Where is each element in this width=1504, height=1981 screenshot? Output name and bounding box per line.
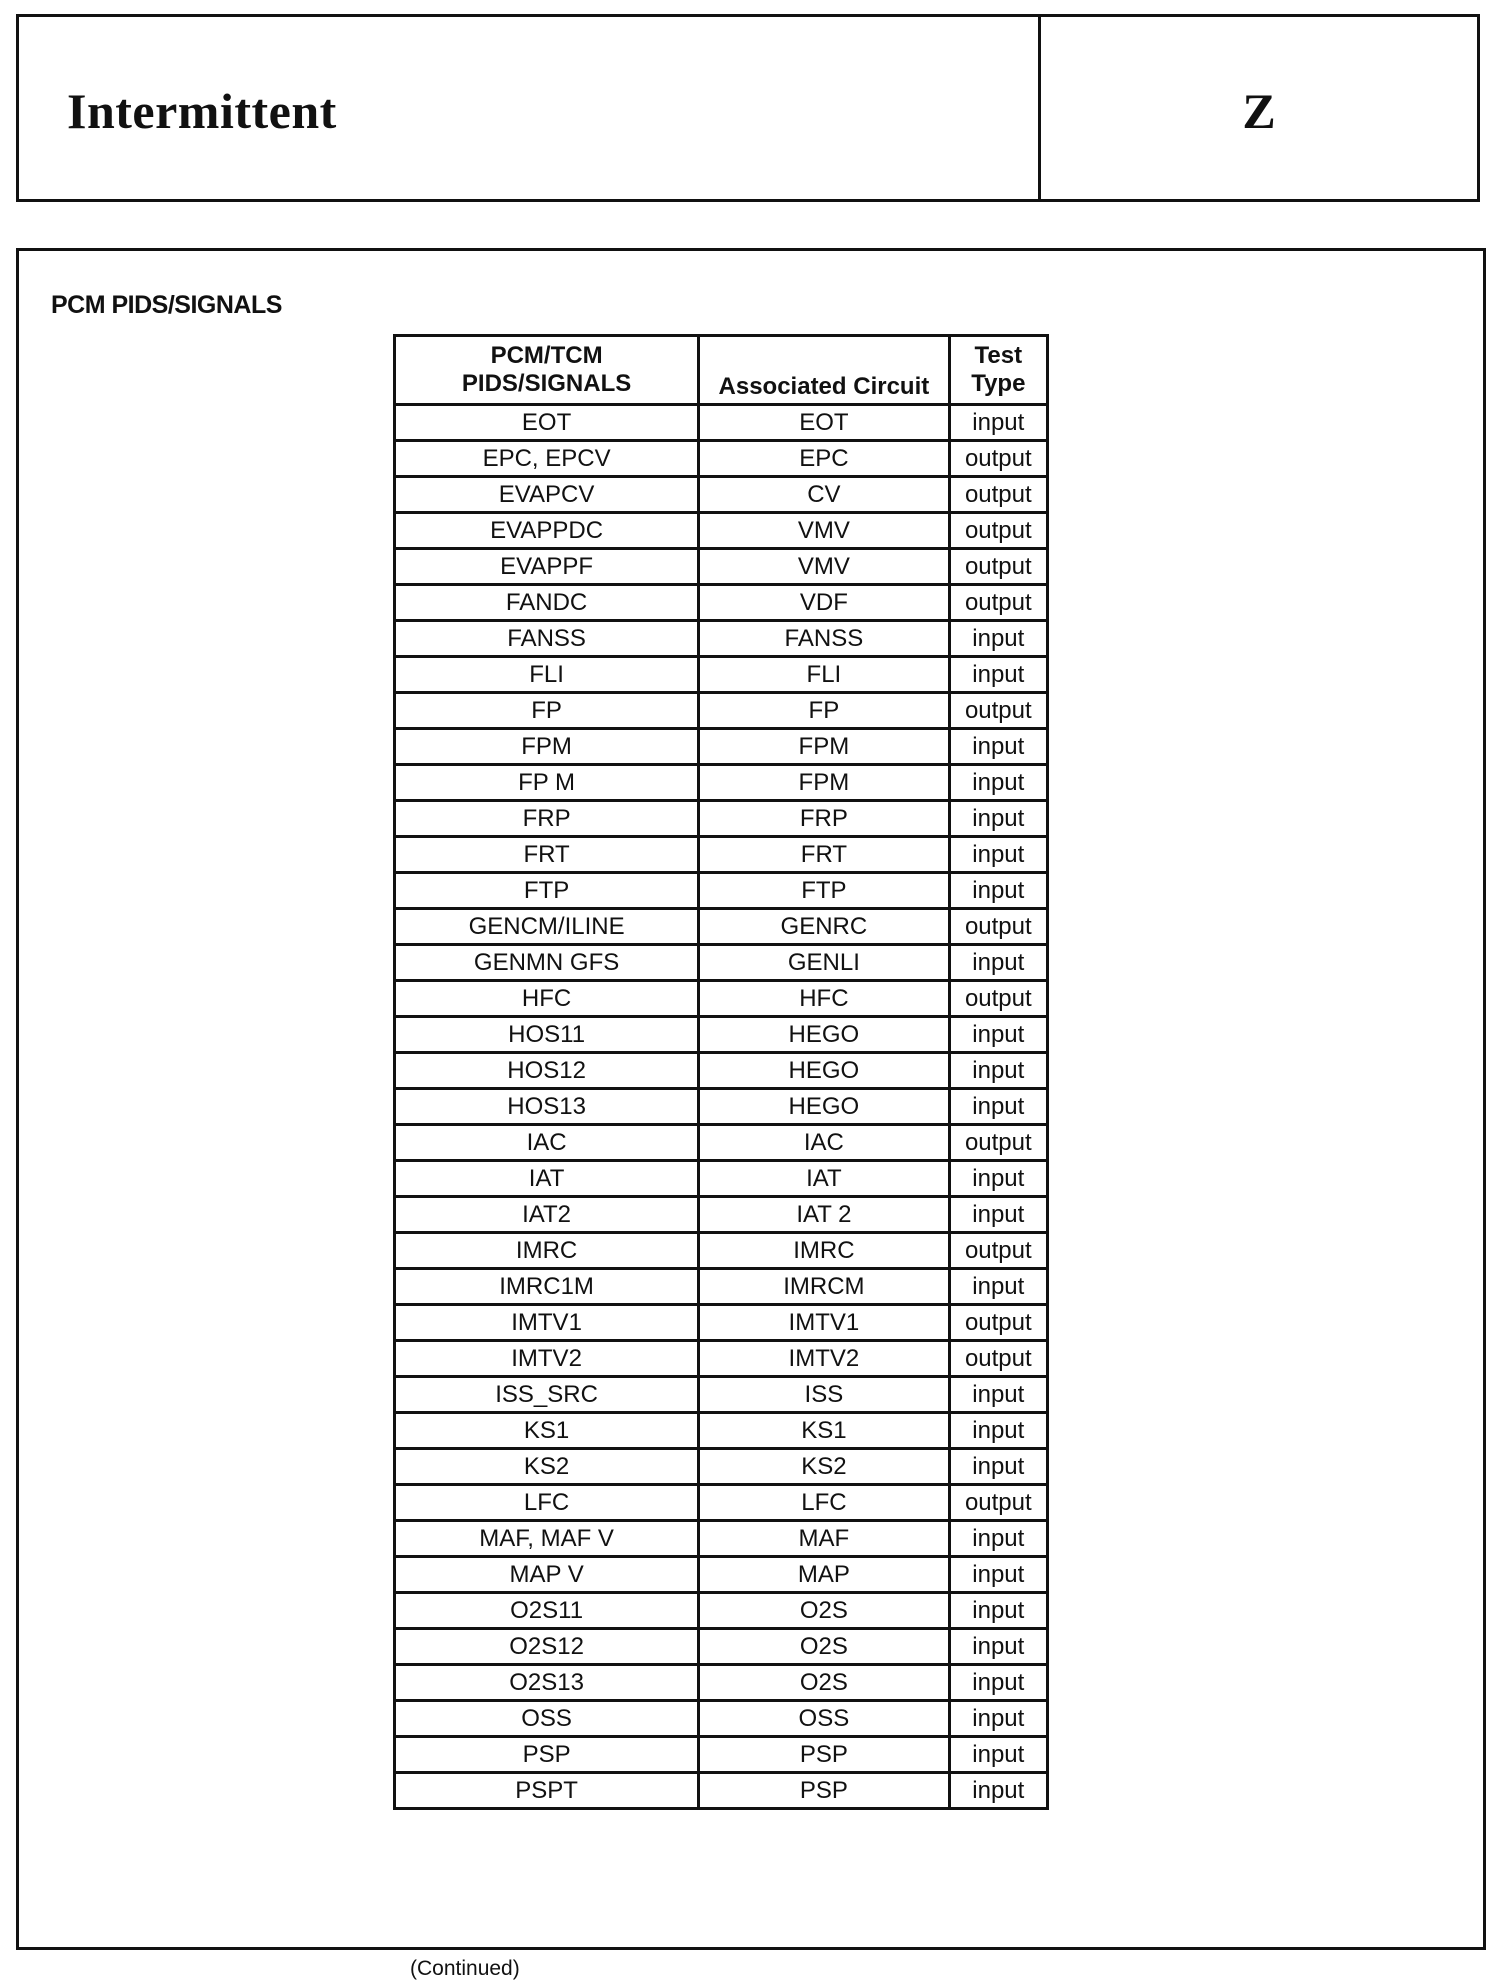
test-type-cell: input xyxy=(949,765,1047,801)
pid-signal-cell: HOS12 xyxy=(395,1053,699,1089)
header-pids-signals xyxy=(395,336,699,405)
pid-signal-cell: EOT xyxy=(395,405,699,441)
test-type-cell: output xyxy=(949,549,1047,585)
header-title-cell xyxy=(19,17,1041,199)
header-associated-circuit: Associated Circuit xyxy=(699,336,949,405)
content-panel xyxy=(16,248,1486,1980)
pid-signal-cell: EVAPCV xyxy=(395,477,699,513)
table-row xyxy=(395,837,1048,873)
associated-circuit-cell: GENLI xyxy=(699,945,949,981)
table-row xyxy=(395,1305,1048,1341)
test-type-cell: output xyxy=(949,477,1047,513)
table-row xyxy=(395,405,1048,441)
table-row xyxy=(395,1593,1048,1629)
associated-circuit-cell: IMRC xyxy=(699,1233,949,1269)
test-type-cell: output xyxy=(949,909,1047,945)
test-type-cell: input xyxy=(949,1557,1047,1593)
test-type-cell: input xyxy=(949,945,1047,981)
pid-signal-cell: KS1 xyxy=(395,1413,699,1449)
table-row xyxy=(395,1089,1048,1125)
section-title: PCM PIDS/SIGNALS xyxy=(51,291,282,319)
pid-signal-cell: IMTV2 xyxy=(395,1341,699,1377)
associated-circuit-cell: IAC xyxy=(699,1125,949,1161)
pid-signal-cell: FANSS xyxy=(395,621,699,657)
associated-circuit-cell: GENRC xyxy=(699,909,949,945)
test-type-cell: input xyxy=(949,1773,1047,1809)
associated-circuit-cell: O2S xyxy=(699,1665,949,1701)
associated-circuit-cell: PSP xyxy=(699,1737,949,1773)
pid-signal-cell: EPC, EPCV xyxy=(395,441,699,477)
table-row xyxy=(395,1269,1048,1305)
pid-signal-cell: FRT xyxy=(395,837,699,873)
test-type-cell: input xyxy=(949,405,1047,441)
associated-circuit-cell: OSS xyxy=(699,1701,949,1737)
associated-circuit-cell: FRP xyxy=(699,801,949,837)
test-type-cell: input xyxy=(949,1269,1047,1305)
associated-circuit-cell: EOT xyxy=(699,405,949,441)
pid-signal-cell: MAF, MAF V xyxy=(395,1521,699,1557)
pid-signal-cell: GENMN GFS xyxy=(395,945,699,981)
table-row xyxy=(395,1521,1048,1557)
table-row xyxy=(395,1557,1048,1593)
table-row xyxy=(395,1737,1048,1773)
test-type-cell: input xyxy=(949,1413,1047,1449)
associated-circuit-cell: FTP xyxy=(699,873,949,909)
pid-signal-cell: HFC xyxy=(395,981,699,1017)
pid-signal-cell: IAC xyxy=(395,1125,699,1161)
test-type-cell: input xyxy=(949,1701,1047,1737)
pids-table xyxy=(393,334,1049,1810)
pid-signal-cell: FTP xyxy=(395,873,699,909)
pid-signal-cell: O2S12 xyxy=(395,1629,699,1665)
associated-circuit-cell: MAF xyxy=(699,1521,949,1557)
test-type-cell: input xyxy=(949,1449,1047,1485)
table-row xyxy=(395,693,1048,729)
test-type-cell: output xyxy=(949,441,1047,477)
associated-circuit-cell: FP xyxy=(699,693,949,729)
associated-circuit-cell: IAT xyxy=(699,1161,949,1197)
pid-signal-cell: ISS_SRC xyxy=(395,1377,699,1413)
associated-circuit-cell: FLI xyxy=(699,657,949,693)
associated-circuit-cell: CV xyxy=(699,477,949,513)
header-test-line1: Test xyxy=(974,342,1023,369)
test-type-cell: input xyxy=(949,1017,1047,1053)
header-pids-line2: PIDS/SIGNALS xyxy=(461,370,632,397)
pid-signal-cell: HOS11 xyxy=(395,1017,699,1053)
associated-circuit-cell: VMV xyxy=(699,513,949,549)
table-body xyxy=(395,405,1048,1809)
test-type-cell: output xyxy=(949,1341,1047,1377)
pid-signal-cell: PSPT xyxy=(395,1773,699,1809)
associated-circuit-cell: HEGO xyxy=(699,1017,949,1053)
test-type-cell: input xyxy=(949,1377,1047,1413)
associated-circuit-cell: HFC xyxy=(699,981,949,1017)
test-type-cell: input xyxy=(949,729,1047,765)
pid-signal-cell: LFC xyxy=(395,1485,699,1521)
test-type-cell: input xyxy=(949,873,1047,909)
section-letter: Z xyxy=(1242,83,1276,139)
table-row xyxy=(395,1485,1048,1521)
pid-signal-cell: KS2 xyxy=(395,1449,699,1485)
table-row xyxy=(395,729,1048,765)
associated-circuit-cell: IMTV2 xyxy=(699,1341,949,1377)
page-header xyxy=(16,14,1480,202)
test-type-cell: input xyxy=(949,621,1047,657)
associated-circuit-cell: VMV xyxy=(699,549,949,585)
pid-signal-cell: O2S11 xyxy=(395,1593,699,1629)
table-row xyxy=(395,1773,1048,1809)
table-row xyxy=(395,1161,1048,1197)
header-test-type xyxy=(949,336,1047,405)
test-type-cell: output xyxy=(949,1485,1047,1521)
associated-circuit-cell: FANSS xyxy=(699,621,949,657)
table-row xyxy=(395,1233,1048,1269)
pid-signal-cell: FPM xyxy=(395,729,699,765)
associated-circuit-cell: IMTV1 xyxy=(699,1305,949,1341)
table-row xyxy=(395,1377,1048,1413)
associated-circuit-cell: EPC xyxy=(699,441,949,477)
table-row xyxy=(395,1665,1048,1701)
associated-circuit-cell: O2S xyxy=(699,1593,949,1629)
test-type-cell: output xyxy=(949,1305,1047,1341)
table-row xyxy=(395,1125,1048,1161)
test-type-cell: input xyxy=(949,1197,1047,1233)
associated-circuit-cell: KS2 xyxy=(699,1449,949,1485)
test-type-cell: input xyxy=(949,657,1047,693)
table-row xyxy=(395,801,1048,837)
table-row xyxy=(395,513,1048,549)
table-row xyxy=(395,1017,1048,1053)
associated-circuit-cell: HEGO xyxy=(699,1089,949,1125)
associated-circuit-cell: FRT xyxy=(699,837,949,873)
test-type-cell: input xyxy=(949,1089,1047,1125)
test-type-cell: output xyxy=(949,981,1047,1017)
pid-signal-cell: FP xyxy=(395,693,699,729)
table-row xyxy=(395,1701,1048,1737)
test-type-cell: output xyxy=(949,1233,1047,1269)
table-row xyxy=(395,981,1048,1017)
header-letter-cell xyxy=(1041,17,1477,199)
pid-signal-cell: MAP V xyxy=(395,1557,699,1593)
table-row xyxy=(395,477,1048,513)
test-type-cell: input xyxy=(949,1737,1047,1773)
table-row xyxy=(395,945,1048,981)
page-title: Intermittent xyxy=(67,83,337,139)
pid-signal-cell: GENCM/ILINE xyxy=(395,909,699,945)
table-header-row xyxy=(395,336,1048,405)
test-type-cell: input xyxy=(949,801,1047,837)
associated-circuit-cell: VDF xyxy=(699,585,949,621)
table-row xyxy=(395,441,1048,477)
table-row xyxy=(395,1449,1048,1485)
test-type-cell: output xyxy=(949,1125,1047,1161)
table-row xyxy=(395,1413,1048,1449)
associated-circuit-cell: O2S xyxy=(699,1629,949,1665)
test-type-cell: input xyxy=(949,1593,1047,1629)
pid-signal-cell: FP M xyxy=(395,765,699,801)
table-row xyxy=(395,585,1048,621)
associated-circuit-cell: PSP xyxy=(699,1773,949,1809)
test-type-cell: input xyxy=(949,1053,1047,1089)
header-pids-line1: PCM/TCM xyxy=(490,342,603,369)
table-row xyxy=(395,549,1048,585)
pid-signal-cell: FLI xyxy=(395,657,699,693)
table-row xyxy=(395,1053,1048,1089)
associated-circuit-cell: LFC xyxy=(699,1485,949,1521)
pid-signal-cell: FRP xyxy=(395,801,699,837)
table-row xyxy=(395,1341,1048,1377)
pid-signal-cell: O2S13 xyxy=(395,1665,699,1701)
pid-signal-cell: IMRC xyxy=(395,1233,699,1269)
table-row xyxy=(395,909,1048,945)
test-type-cell: input xyxy=(949,837,1047,873)
table-row xyxy=(395,621,1048,657)
pid-signal-cell: EVAPPF xyxy=(395,549,699,585)
table-row xyxy=(395,765,1048,801)
associated-circuit-cell: KS1 xyxy=(699,1413,949,1449)
pid-signal-cell: IAT xyxy=(395,1161,699,1197)
test-type-cell: input xyxy=(949,1629,1047,1665)
associated-circuit-cell: IAT 2 xyxy=(699,1197,949,1233)
test-type-cell: output xyxy=(949,513,1047,549)
associated-circuit-cell: HEGO xyxy=(699,1053,949,1089)
pid-signal-cell: PSP xyxy=(395,1737,699,1773)
associated-circuit-cell: FPM xyxy=(699,765,949,801)
test-type-cell: output xyxy=(949,585,1047,621)
pid-signal-cell: OSS xyxy=(395,1701,699,1737)
test-type-cell: input xyxy=(949,1521,1047,1557)
test-type-cell: input xyxy=(949,1161,1047,1197)
associated-circuit-cell: ISS xyxy=(699,1377,949,1413)
pid-signal-cell: HOS13 xyxy=(395,1089,699,1125)
associated-circuit-cell: FPM xyxy=(699,729,949,765)
continued-note: (Continued) xyxy=(410,1957,520,1980)
associated-circuit-cell: IMRCM xyxy=(699,1269,949,1305)
header-test-line2: Type xyxy=(971,370,1026,397)
table-row xyxy=(395,1197,1048,1233)
test-type-cell: input xyxy=(949,1665,1047,1701)
table-row xyxy=(395,657,1048,693)
pid-signal-cell: IMRC1M xyxy=(395,1269,699,1305)
table-row xyxy=(395,1629,1048,1665)
test-type-cell: output xyxy=(949,693,1047,729)
table-row xyxy=(395,873,1048,909)
pid-signal-cell: IMTV1 xyxy=(395,1305,699,1341)
pid-signal-cell: IAT2 xyxy=(395,1197,699,1233)
pid-signal-cell: EVAPPDC xyxy=(395,513,699,549)
associated-circuit-cell: MAP xyxy=(699,1557,949,1593)
pid-signal-cell: FANDC xyxy=(395,585,699,621)
